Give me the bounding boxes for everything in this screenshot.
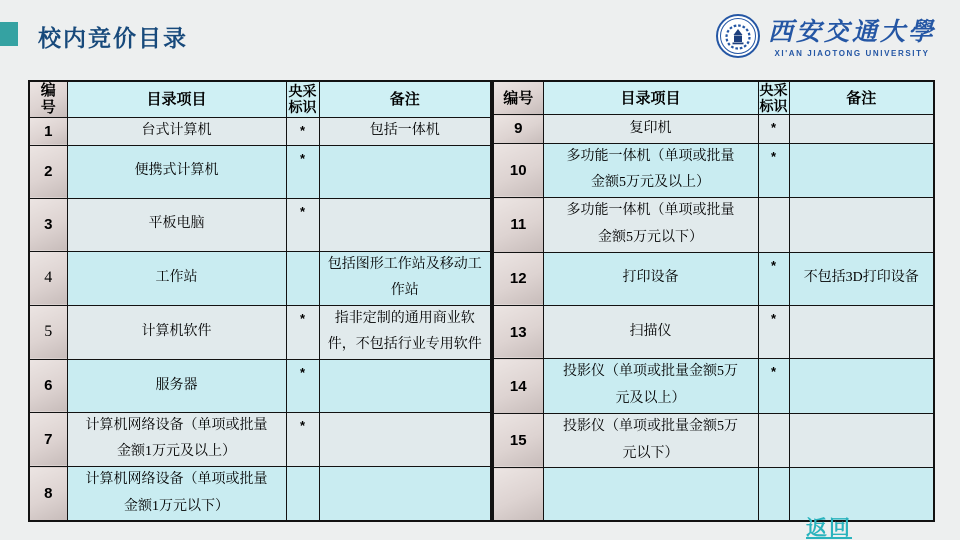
cell-mark (286, 467, 319, 522)
cell-item: 投影仪（单项或批量金额5万元以下） (543, 413, 758, 468)
cell-no: 10 (493, 143, 543, 198)
cell-item: 扫描仪 (543, 305, 758, 358)
header-item: 目录项目 (67, 81, 286, 117)
cell-no: 1 (29, 117, 67, 145)
cell-mark: * (286, 198, 319, 251)
cell-no: 4 (29, 251, 67, 305)
cell-no: 15 (493, 413, 543, 468)
cell-note (319, 359, 491, 412)
back-link[interactable]: 返回 (806, 517, 852, 540)
cell-item: 工作站 (67, 251, 286, 305)
page-title: 校内竞价目录 (38, 25, 188, 51)
table-row-empty (493, 468, 934, 521)
cell-mark: * (758, 359, 789, 414)
header-no: 编号 (29, 81, 67, 117)
cell-item: 便携式计算机 (67, 145, 286, 198)
cell-note (319, 145, 491, 198)
table-row (29, 412, 491, 466)
cell-no (493, 468, 543, 521)
header-note: 备注 (319, 81, 491, 117)
catalog-table-left (28, 80, 492, 522)
cell-mark: * (286, 359, 319, 412)
table-row (493, 143, 934, 198)
header-mark: 央采标识 (286, 81, 319, 117)
cell-item: 打印设备 (543, 252, 758, 305)
cell-note (319, 412, 491, 466)
cell-mark (758, 198, 789, 253)
cell-note: 包括一体机 (319, 117, 491, 145)
cell-item: 复印机 (543, 115, 758, 143)
cell-mark: * (758, 305, 789, 358)
cell-mark: * (286, 145, 319, 198)
table-row (493, 359, 934, 414)
cell-note (789, 115, 934, 143)
cell-note (789, 413, 934, 468)
cell-item: 台式计算机 (67, 117, 286, 145)
catalog-table-right (492, 80, 935, 522)
cell-note (789, 359, 934, 414)
header-mark: 央采标识 (759, 82, 788, 115)
cell-item: 多功能一体机（单项或批量金额5万元以下） (543, 198, 758, 253)
cell-item: 投影仪（单项或批量金额5万元及以上） (543, 359, 758, 414)
cell-mark: * (758, 143, 789, 198)
table-row (29, 467, 491, 522)
header-note: 备注 (789, 81, 934, 115)
header-item: 目录项目 (543, 81, 758, 115)
table-row (493, 413, 934, 468)
cell-item: 服务器 (67, 359, 286, 412)
cell-no: 8 (29, 467, 67, 522)
header-row (29, 81, 491, 117)
cell-note (789, 305, 934, 358)
table-row (493, 115, 934, 143)
table-row (29, 145, 491, 198)
cell-no: 14 (493, 359, 543, 414)
cell-no: 11 (493, 198, 543, 253)
cell-note: 包括图形工作站及移动工作站 (319, 251, 491, 305)
table-row (29, 117, 491, 145)
cell-note (319, 198, 491, 251)
cell-no: 6 (29, 359, 67, 412)
cell-mark (758, 468, 789, 521)
cell-item: 平板电脑 (67, 198, 286, 251)
university-name (768, 19, 936, 58)
cell-mark: * (286, 412, 319, 466)
cell-no: 9 (493, 115, 543, 143)
university-name-en: XI'AN JIAOTONG UNIVERSITY (774, 48, 930, 58)
cell-no: 13 (493, 305, 543, 358)
cell-mark: * (286, 117, 319, 145)
university-seal-icon (715, 12, 761, 65)
cell-no: 2 (29, 145, 67, 198)
university-logo (715, 12, 936, 65)
cell-item (543, 468, 758, 521)
cell-no: 7 (29, 412, 67, 466)
table-row (29, 198, 491, 251)
cell-item: 多功能一体机（单项或批量金额5万元及以上） (543, 143, 758, 198)
table-row (29, 359, 491, 412)
cell-mark (758, 413, 789, 468)
cell-mark: * (758, 115, 789, 143)
table-row (29, 305, 491, 359)
accent-square (0, 22, 18, 46)
cell-mark (286, 251, 319, 305)
table-row (493, 198, 934, 253)
cell-note: 指非定制的通用商业软件，不包括行业专用软件 (319, 305, 491, 359)
cell-mark: * (758, 252, 789, 305)
cell-note (789, 143, 934, 198)
cell-no: 3 (29, 198, 67, 251)
cell-item: 计算机网络设备（单项或批量金额1万元及以上） (67, 412, 286, 466)
cell-no: 12 (493, 252, 543, 305)
cell-note (789, 198, 934, 253)
university-name-cn: 西安交通大學 (767, 19, 936, 47)
table-row (493, 252, 934, 305)
header-row (493, 81, 934, 115)
cell-item: 计算机网络设备（单项或批量金额1万元以下） (67, 467, 286, 522)
cell-no: 5 (29, 305, 67, 359)
header-no: 编号 (493, 81, 543, 115)
table-row (29, 251, 491, 305)
cell-mark: * (286, 305, 319, 359)
cell-note (319, 467, 491, 522)
cell-item: 计算机软件 (67, 305, 286, 359)
table-row (493, 305, 934, 358)
catalog-tables (28, 80, 935, 522)
cell-note: 不包括3D打印设备 (789, 252, 934, 305)
